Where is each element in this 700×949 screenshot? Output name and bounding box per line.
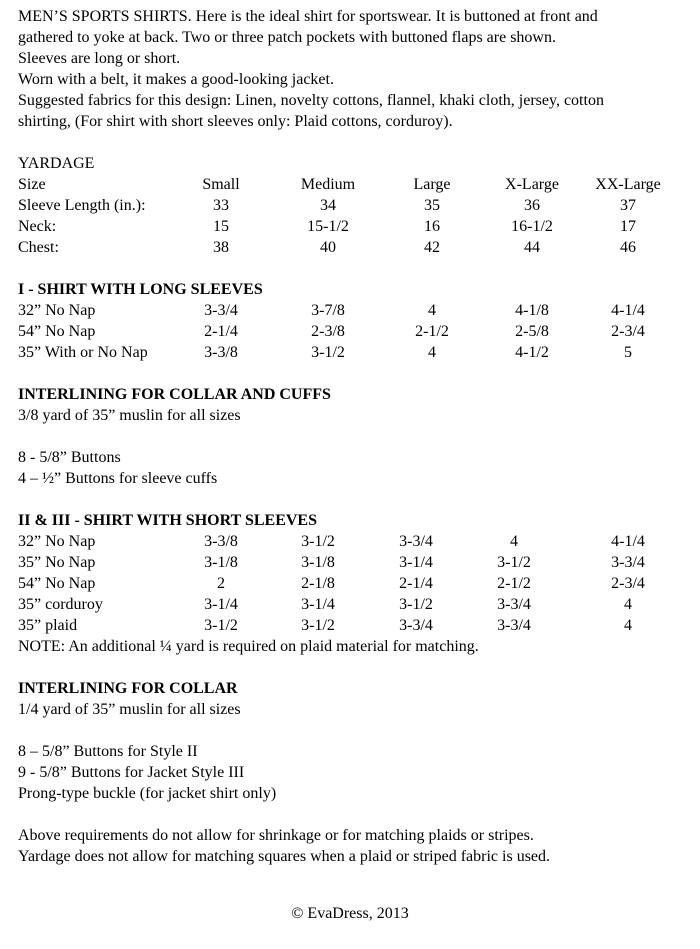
- table-cell: 2-3/4: [611, 575, 645, 592]
- table-cell: 3-3/4: [611, 554, 645, 571]
- row-label: 54” No Nap: [18, 323, 96, 340]
- table-cell: 2: [217, 575, 225, 592]
- table-cell: 2-1/4: [399, 575, 433, 592]
- table-cell: 44: [524, 239, 540, 256]
- short-sleeves-section: [18, 510, 694, 657]
- table-cell: 46: [620, 239, 636, 256]
- row-label: 35” plaid: [18, 617, 78, 634]
- table-cell: 42: [424, 239, 440, 256]
- table-row: [18, 594, 694, 615]
- table-cell: 17: [620, 218, 636, 235]
- closing-line: Yardage does not allow for matching squares when a plaid or striped fabric is used.: [18, 848, 551, 865]
- table-cell: 35: [424, 197, 440, 214]
- table-cell: 2-1/2: [497, 575, 531, 592]
- list-item: 9 - 5/8” Buttons for Jacket Style III: [18, 764, 245, 781]
- table-cell: 3-1/2: [311, 344, 345, 361]
- table-cell: 2-1/8: [301, 575, 335, 592]
- table-row: [18, 237, 694, 258]
- table-cell: 3-1/4: [399, 554, 433, 571]
- list-item: 4 – ½” Buttons for sleeve cuffs: [18, 470, 218, 487]
- table-row: [18, 195, 694, 216]
- intro-line: gathered to yoke at back. Two or three patch pockets with buttoned flaps are shown.: [18, 29, 556, 46]
- table-cell: 4-1/2: [515, 344, 549, 361]
- body-text: 1/4 yard of 35” muslin for all sizes: [18, 701, 241, 718]
- table-row: [18, 321, 694, 342]
- table-row: [18, 531, 694, 552]
- interlining-collar-section: [18, 678, 694, 804]
- table-cell: 3-1/2: [301, 533, 335, 550]
- table-cell: 3-7/8: [311, 302, 345, 319]
- table-cell: 40: [320, 239, 336, 256]
- row-label: 35” No Nap: [18, 554, 96, 571]
- closing-paragraph: [18, 825, 694, 867]
- row-label: Size: [18, 176, 46, 193]
- table-cell: 3-3/4: [399, 533, 433, 550]
- table-cell: 3-1/2: [497, 554, 531, 571]
- row-label: 35” corduroy: [18, 596, 103, 613]
- row-label: 35” With or No Nap: [18, 344, 148, 361]
- table-cell: X-Large: [505, 176, 559, 193]
- table-cell: 15: [213, 218, 229, 235]
- long-sleeves-section: [18, 279, 694, 363]
- table-cell: 38: [213, 239, 229, 256]
- table-cell: 33: [213, 197, 229, 214]
- note-text: NOTE: An additional ¼ yard is required on plaid material for matching.: [18, 638, 479, 655]
- table-cell: 4-1/4: [611, 533, 645, 550]
- table-cell: 16: [424, 218, 440, 235]
- table-cell: 3-1/4: [204, 596, 238, 613]
- table-cell: 2-3/8: [311, 323, 345, 340]
- section-heading: I - SHIRT WITH LONG SLEEVES: [18, 281, 263, 298]
- table-cell: 2-1/2: [415, 323, 449, 340]
- row-label: 32” No Nap: [18, 302, 96, 319]
- intro-line: shirting, (For shirt with short sleeves only: Plaid cottons, corduroy).: [18, 113, 453, 130]
- document-page: [18, 6, 694, 867]
- section-heading: II & III - SHIRT WITH SHORT SLEEVES: [18, 512, 317, 529]
- table-cell: Large: [413, 176, 451, 193]
- table-cell: XX-Large: [595, 176, 661, 193]
- intro-line: Sleeves are long or short.: [18, 50, 181, 67]
- section-heading: INTERLINING FOR COLLAR: [18, 680, 238, 697]
- table-row: [18, 342, 694, 363]
- body-text: 3/8 yard of 35” muslin for all sizes: [18, 407, 241, 424]
- table-row: [18, 216, 694, 237]
- table-cell: 3-1/8: [301, 554, 335, 571]
- list-item: 8 - 5/8” Buttons: [18, 449, 121, 466]
- row-label: 54” No Nap: [18, 575, 96, 592]
- table-cell: 4-1/4: [611, 302, 645, 319]
- yardage-title: YARDAGE: [18, 155, 95, 172]
- table-row: [18, 174, 694, 195]
- table-cell: 4: [624, 617, 632, 634]
- table-cell: 2-5/8: [515, 323, 549, 340]
- table-cell: Small: [202, 176, 240, 193]
- table-cell: 4-1/8: [515, 302, 549, 319]
- table-cell: 3-1/8: [204, 554, 238, 571]
- table-cell: Medium: [300, 176, 356, 193]
- table-cell: 34: [320, 197, 336, 214]
- table-cell: 4: [428, 302, 436, 319]
- copyright-footer: © EvaDress, 2013: [291, 905, 409, 922]
- table-cell: 3-3/4: [204, 302, 238, 319]
- table-cell: 2-3/4: [611, 323, 645, 340]
- row-label: Chest:: [18, 239, 59, 256]
- table-cell: 4: [624, 596, 632, 613]
- intro-line: Worn with a belt, it makes a good-looking jacket.: [18, 71, 334, 88]
- table-row: [18, 615, 694, 636]
- interlining-collar-cuffs-section: [18, 384, 694, 489]
- intro-paragraph: [18, 6, 694, 132]
- table-cell: 2-1/4: [204, 323, 238, 340]
- table-cell: 3-1/2: [301, 617, 335, 634]
- table-cell: 3-3/8: [204, 344, 238, 361]
- table-row: [18, 300, 694, 321]
- table-cell: 3-3/8: [204, 533, 238, 550]
- list-item: Prong-type buckle (for jacket shirt only): [18, 785, 277, 802]
- intro-line: Suggested fabrics for this design: Linen, novelty cottons, flannel, khaki cloth, jersey, cotton: [18, 92, 604, 109]
- row-label: Neck:: [18, 218, 57, 235]
- yardage-section: [18, 153, 694, 258]
- table-cell: 4: [428, 344, 436, 361]
- intro-line: MEN’S SPORTS SHIRTS. Here is the ideal shirt for sportswear. It is buttoned at front and: [18, 8, 598, 25]
- table-row: [18, 552, 694, 573]
- table-row: [18, 573, 694, 594]
- table-cell: 3-3/4: [497, 617, 531, 634]
- table-cell: 16-1/2: [511, 218, 553, 235]
- closing-line: Above requirements do not allow for shrinkage or for matching plaids or stripes.: [18, 827, 534, 844]
- table-cell: 15-1/2: [307, 218, 349, 235]
- table-cell: 4: [510, 533, 518, 550]
- table-cell: 37: [620, 197, 636, 214]
- table-cell: 3-1/4: [301, 596, 335, 613]
- table-cell: 36: [524, 197, 540, 214]
- table-cell: 5: [624, 344, 632, 361]
- table-cell: 3-1/2: [399, 596, 433, 613]
- table-cell: 3-3/4: [399, 617, 433, 634]
- section-heading: INTERLINING FOR COLLAR AND CUFFS: [18, 386, 331, 403]
- table-cell: 3-1/2: [204, 617, 238, 634]
- row-label: 32” No Nap: [18, 533, 96, 550]
- list-item: 8 – 5/8” Buttons for Style II: [18, 743, 198, 760]
- row-label: Sleeve Length (in.):: [18, 197, 146, 214]
- table-cell: 3-3/4: [497, 596, 531, 613]
